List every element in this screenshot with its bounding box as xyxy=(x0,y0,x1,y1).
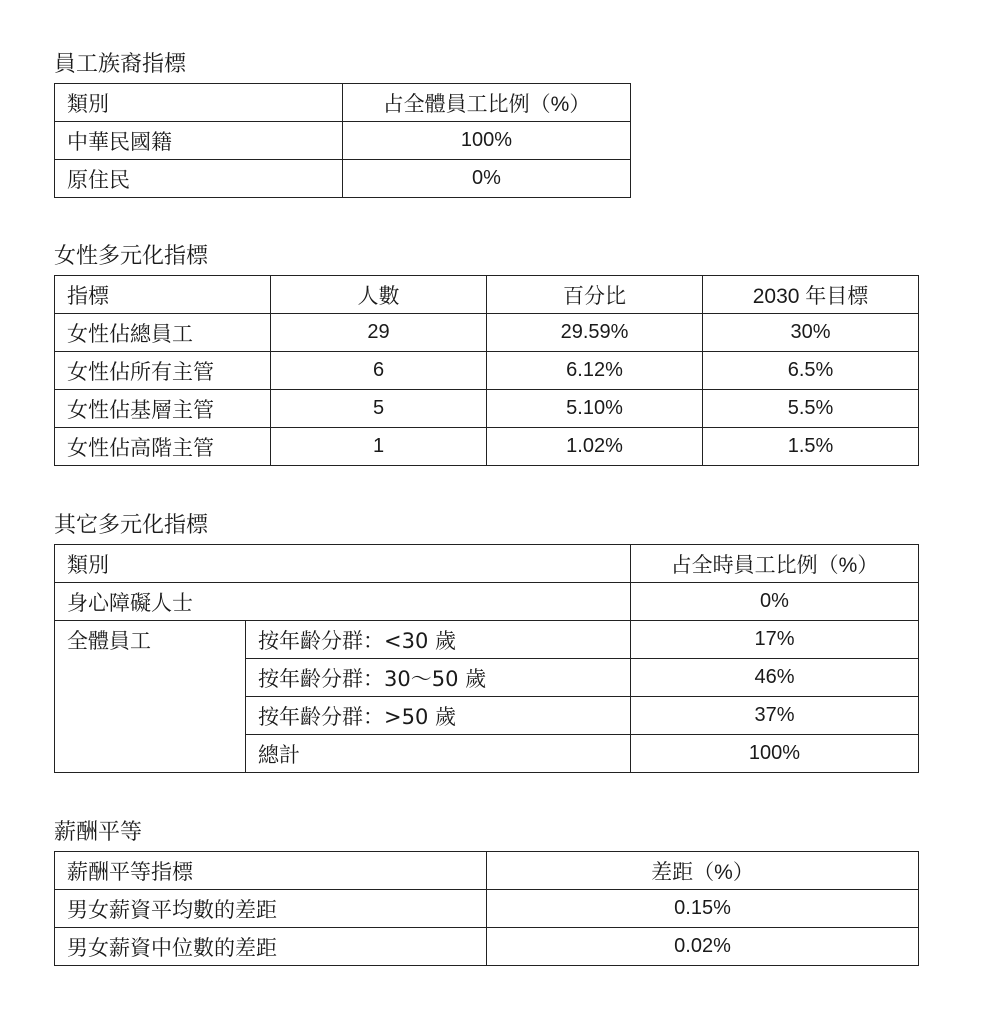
header-cell: 指標 xyxy=(55,276,271,314)
row-value: 6 xyxy=(271,352,487,390)
row-label: 原住民 xyxy=(55,160,343,198)
table-row xyxy=(55,122,631,160)
row-value: 1.5% xyxy=(703,428,919,466)
other-diversity-table xyxy=(54,544,919,773)
row-label: 女性佔所有主管 xyxy=(55,352,271,390)
header-cell: 薪酬平等指標 xyxy=(55,852,487,890)
all-staff-label: 全體員工 xyxy=(55,621,246,773)
table-header-row xyxy=(55,545,919,583)
row-label: 男女薪資中位數的差距 xyxy=(55,928,487,966)
row-label: 男女薪資平均數的差距 xyxy=(55,890,487,928)
header-cell: 2030 年目標 xyxy=(703,276,919,314)
row-value: 1.02% xyxy=(487,428,703,466)
row-value: 100% xyxy=(631,735,919,773)
row-label: 女性佔高階主管 xyxy=(55,428,271,466)
table-row xyxy=(55,160,631,198)
header-cell: 占全時員工比例（%） xyxy=(631,545,919,583)
row-value: 5 xyxy=(271,390,487,428)
pay-section-title: 薪酬平等 xyxy=(54,820,143,845)
female-diversity-table xyxy=(54,275,919,466)
row-value: 6.5% xyxy=(703,352,919,390)
row-label: 女性佔總員工 xyxy=(55,314,271,352)
header-cell: 占全體員工比例（%） xyxy=(343,84,631,122)
table-row xyxy=(55,928,919,966)
row-value: 37% xyxy=(631,697,919,735)
row-value: 100% xyxy=(343,122,631,160)
row-value: 6.12% xyxy=(487,352,703,390)
table-row xyxy=(55,583,919,621)
table-row xyxy=(55,314,919,352)
ethnic-section-title: 員工族裔指標 xyxy=(54,52,187,77)
header-cell: 類別 xyxy=(55,545,631,583)
row-label: 中華民國籍 xyxy=(55,122,343,160)
table-header-row xyxy=(55,852,919,890)
other-section-title: 其它多元化指標 xyxy=(54,513,209,538)
ethnic-table xyxy=(54,83,631,198)
row-label: 按年齡分群：<30 歲 xyxy=(246,621,631,659)
table-row xyxy=(55,352,919,390)
table-row xyxy=(55,621,919,659)
row-value: 30% xyxy=(703,314,919,352)
row-value: 0% xyxy=(343,160,631,198)
table-header-row xyxy=(55,276,919,314)
row-value: 5.5% xyxy=(703,390,919,428)
header-cell: 人數 xyxy=(271,276,487,314)
row-value: 17% xyxy=(631,621,919,659)
row-value: 29.59% xyxy=(487,314,703,352)
row-label: 按年齡分群：30～50 歲 xyxy=(246,659,631,697)
female-section-title: 女性多元化指標 xyxy=(54,244,209,269)
table-row xyxy=(55,428,919,466)
row-label: 身心障礙人士 xyxy=(55,583,631,621)
header-cell: 類別 xyxy=(55,84,343,122)
table-row xyxy=(55,390,919,428)
row-value: 5.10% xyxy=(487,390,703,428)
row-label: 總計 xyxy=(246,735,631,773)
row-value: 0% xyxy=(631,583,919,621)
header-cell: 差距（%） xyxy=(487,852,919,890)
header-cell: 百分比 xyxy=(487,276,703,314)
row-value: 0.02% xyxy=(487,928,919,966)
row-label: 按年齡分群：>50 歲 xyxy=(246,697,631,735)
table-row xyxy=(55,890,919,928)
row-value: 0.15% xyxy=(487,890,919,928)
row-value: 46% xyxy=(631,659,919,697)
pay-equity-table xyxy=(54,851,919,966)
table-header-row xyxy=(55,84,631,122)
row-label: 女性佔基層主管 xyxy=(55,390,271,428)
row-value: 1 xyxy=(271,428,487,466)
row-value: 29 xyxy=(271,314,487,352)
